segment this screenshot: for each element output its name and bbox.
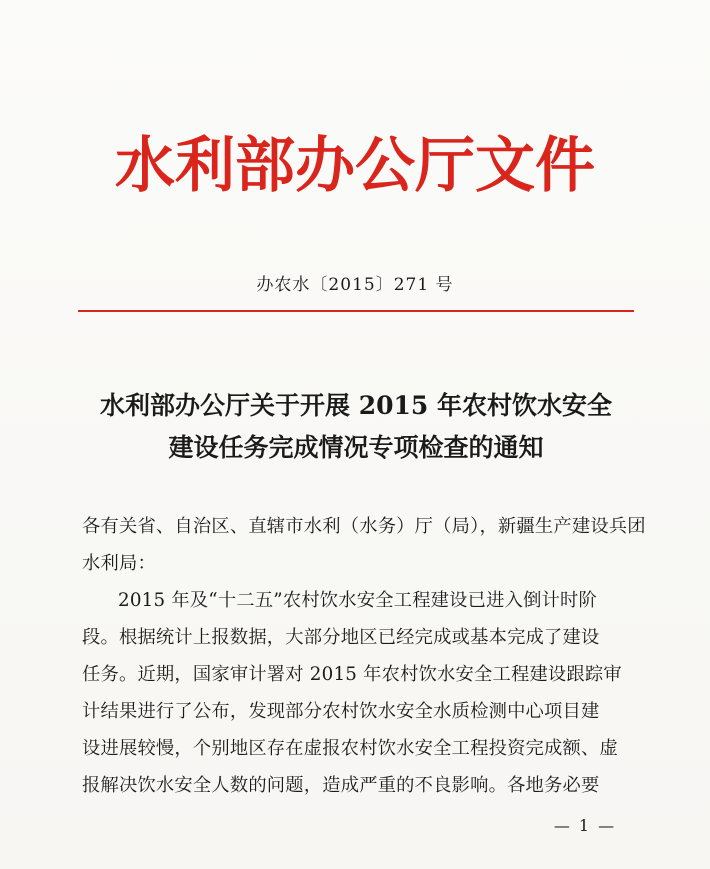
document-number: 办农水〔2015〕271 号 [256,275,454,295]
notice-title-line-2: 建设任务完成情况专项检查的通知 [168,433,544,462]
addressee-line-2: 水利局： [82,553,156,574]
document-header-title: 水利部办公厅文件 [115,131,595,201]
page-number: — 1 — [553,816,617,835]
body-paragraph-line: 计结果进行了公布，发现部分农村饮水安全水质检测中心项目建 [82,701,600,722]
body-paragraph-line: 2015 年及“十二五”农村饮水安全工程建设已进入倒计时阶 [118,590,598,611]
body-paragraph-line: 段。根据统计上报数据，大部分地区已经完成或基本完成了建设 [82,627,600,648]
body-paragraph-line: 设进展较慢，个别地区存在虚报农村饮水安全工程投资完成额、虚 [82,738,618,759]
body-paragraph-line: 报解决饮水安全人数的问题，造成严重的不良影响。各地务必要 [82,775,600,796]
addressee-line-1: 各有关省、自治区、直辖市水利（水务）厅（局），新疆生产建设兵团 [82,516,646,537]
body-paragraph-line: 任务。近期，国家审计署对 2015 年农村饮水安全工程建设跟踪审 [82,664,622,685]
notice-title-line-1: 水利部办公厅关于开展 2015 年农村饮水安全 [100,391,612,420]
header-divider-rule [78,310,634,312]
